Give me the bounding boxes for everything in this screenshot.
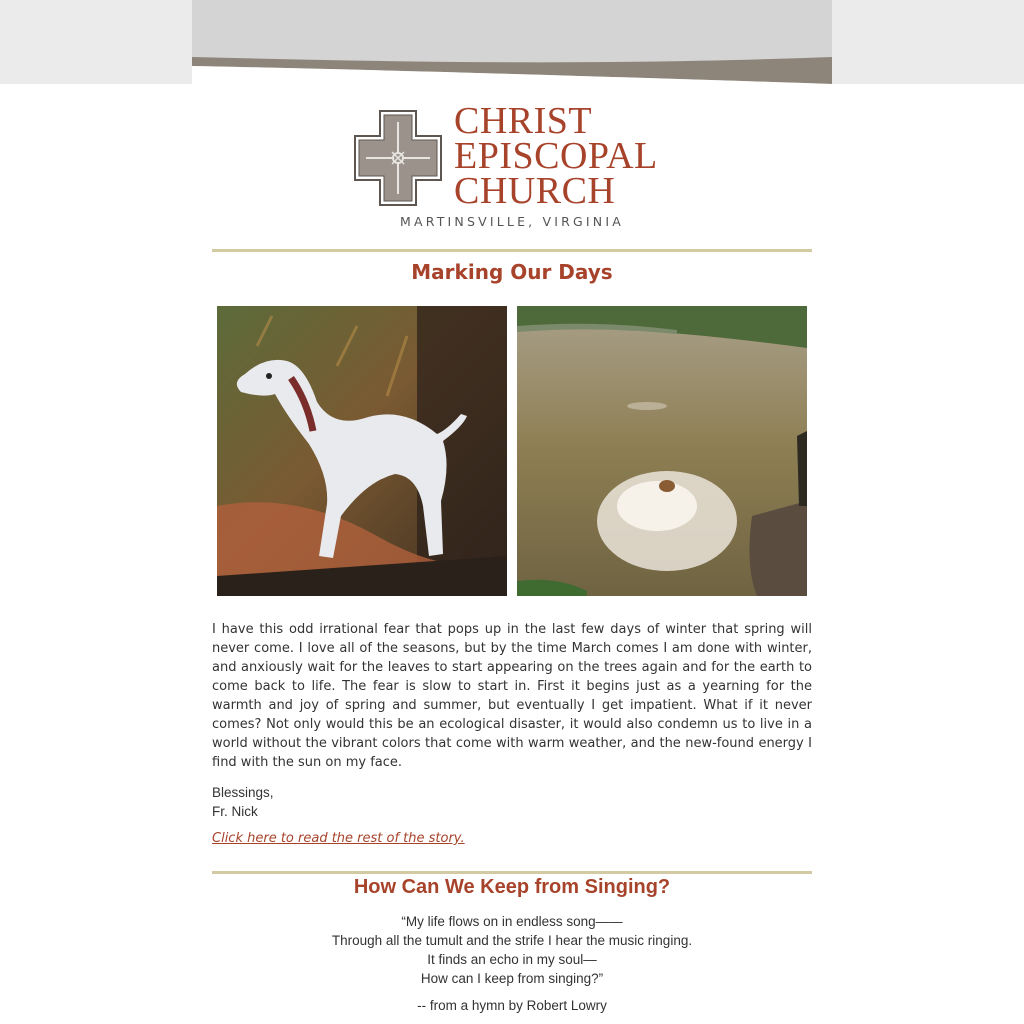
church-logo [192, 84, 832, 234]
hymn-line: “My life flows on in endless song—— [401, 914, 623, 929]
hymn-line: How can I keep from singing?” [420, 971, 604, 986]
hymn-line: Through all the tumult and the strife I hear the music ringing. [331, 933, 693, 948]
author-name: Fr. Nick [212, 804, 258, 819]
closing-text: Blessings, [212, 785, 274, 800]
signature-block [212, 783, 812, 821]
logo-line-3: CHURCH [454, 170, 616, 212]
article-body: I have this odd irrational fear that pops up in the last few days of winter that spring will never come. I love all of the seasons, but by the time March comes I am done with winter, and anxiously wait for the leaves to start appearing on the trees again and for the earth to come back to life. The fear is slow to start in. First it begins just as a yearning for the warmth and joy of spring and summer, but eventually I get impatient. What if it never comes? Not only would this be an ecological disaster, it would also condemn us to live in a world without the vibrant colors that come with warm weather, and the new-found energy I find with the sun on my face. [212, 622, 812, 770]
section-title-keep-from-singing: How Can We Keep from Singing? [353, 876, 671, 898]
hymn-line: It finds an echo in my soul— [427, 952, 597, 967]
section-divider [212, 871, 812, 874]
hymn-attribution: -- from a hymn by Robert Lowry [417, 998, 607, 1013]
dog-standing-photo [217, 306, 507, 596]
logo-wordmark [454, 100, 658, 212]
dog-swimming-photo [517, 306, 807, 596]
cross-icon [352, 108, 444, 208]
header-banner [192, 0, 832, 84]
section-divider [212, 249, 812, 252]
newsletter-container [192, 0, 832, 1024]
hymn-quote [192, 912, 832, 988]
read-more-link[interactable]: Click here to read the rest of the story. [212, 831, 465, 846]
logo-line-2: EPISCOPAL [454, 135, 658, 177]
section-title-marking-our-days: Marking Our Days [411, 260, 613, 284]
logo-line-1: CHRIST [454, 100, 593, 142]
logo-location: MARTINSVILLE, VIRGINIA [399, 214, 624, 229]
